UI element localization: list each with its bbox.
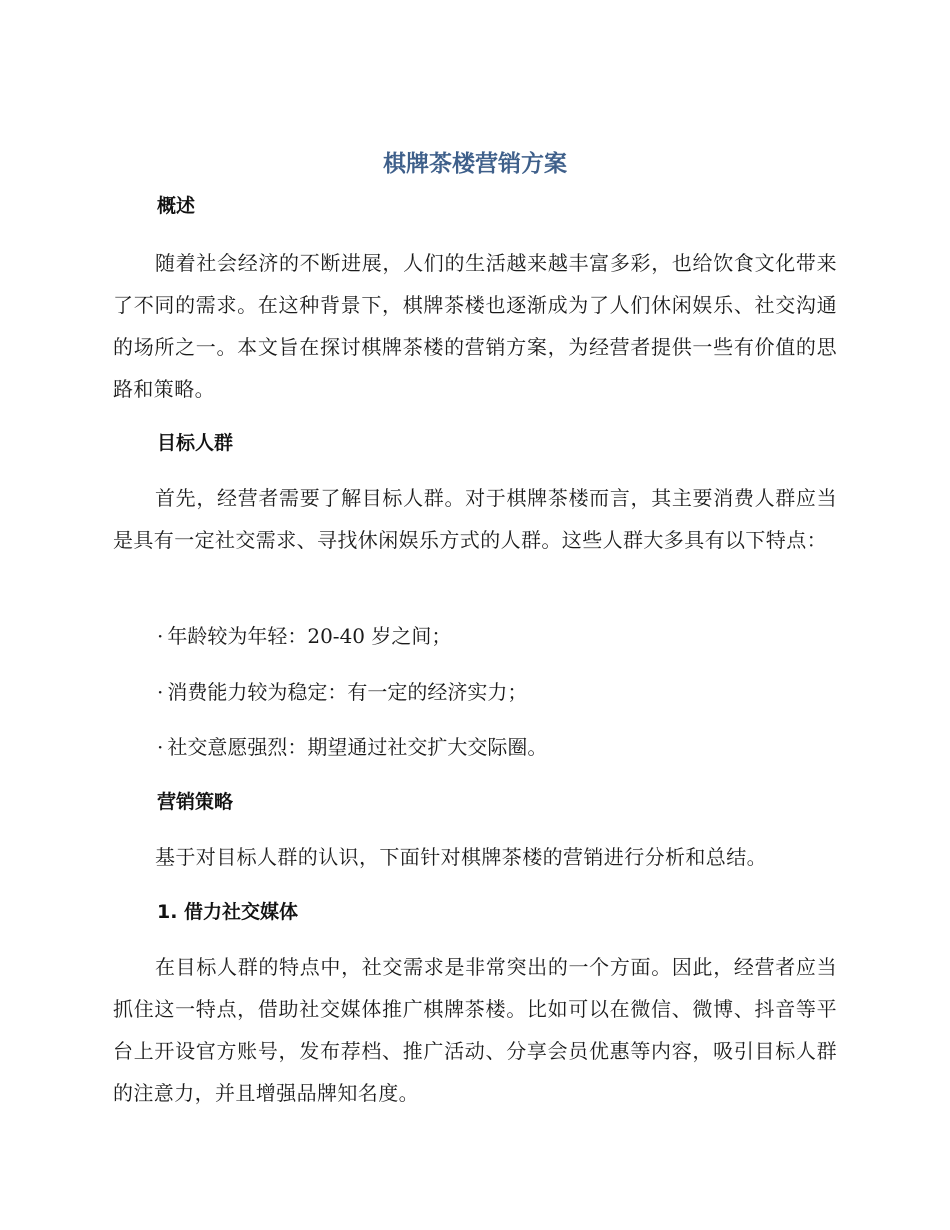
bullet-item <box>157 732 547 762</box>
document-title: 棋牌茶楼营销方案 <box>383 151 567 177</box>
paragraph-social-media: 在目标人群的特点中，社交需求是非常突出的一个方面。因此，经营者应当抓住这一特点，借助社交媒体推广棋牌茶楼。比如可以在微信、微博、抖音等平台上开设官方账号，发布荐档、推广活动、分享会员优惠等内容，吸引目标人群的注意力，并且增强品牌知名度。 <box>113 955 837 1105</box>
bullet-text: 年龄较为年轻：20-40 岁之间； <box>167 624 452 648</box>
bullet-dot: · <box>157 624 164 648</box>
bullet-dot: · <box>157 680 164 704</box>
bullet-item <box>157 621 451 651</box>
bullet-item <box>157 677 527 707</box>
bullet-dot: · <box>157 735 164 759</box>
bullet-text: 社交意愿强烈：期望通过社交扩大交际圈。 <box>167 735 548 759</box>
paragraph-strategy: 基于对目标人群的认识，下面针对棋牌茶楼的营销进行分析和总结。 <box>155 845 767 869</box>
section-heading-overview: 概述 <box>157 195 196 217</box>
section-heading-target: 目标人群 <box>157 432 234 454</box>
paragraph-overview: 随着社会经济的不断进展，人们的生活越来越丰富多彩，也给饮食文化带来了不同的需求。在这种背景下，棋牌茶楼也逐渐成为了人们休闲娱乐、社交沟通的场所之一。本文旨在探讨棋牌茶楼的营销方案，为经营者提供一些有价值的思路和策略。 <box>113 251 837 401</box>
section-heading-strategy: 营销策略 <box>157 791 234 813</box>
paragraph-target: 首先，经营者需要了解目标人群。对于棋牌茶楼而言，其主要消费人群应当是具有一定社交需求、寻找休闲娱乐方式的人群。这些人群大多具有以下特点： <box>113 486 837 552</box>
bullet-text: 消费能力较为稳定：有一定的经济实力； <box>167 680 528 704</box>
section-heading-social-media: 1. 借力社交媒体 <box>157 901 299 923</box>
